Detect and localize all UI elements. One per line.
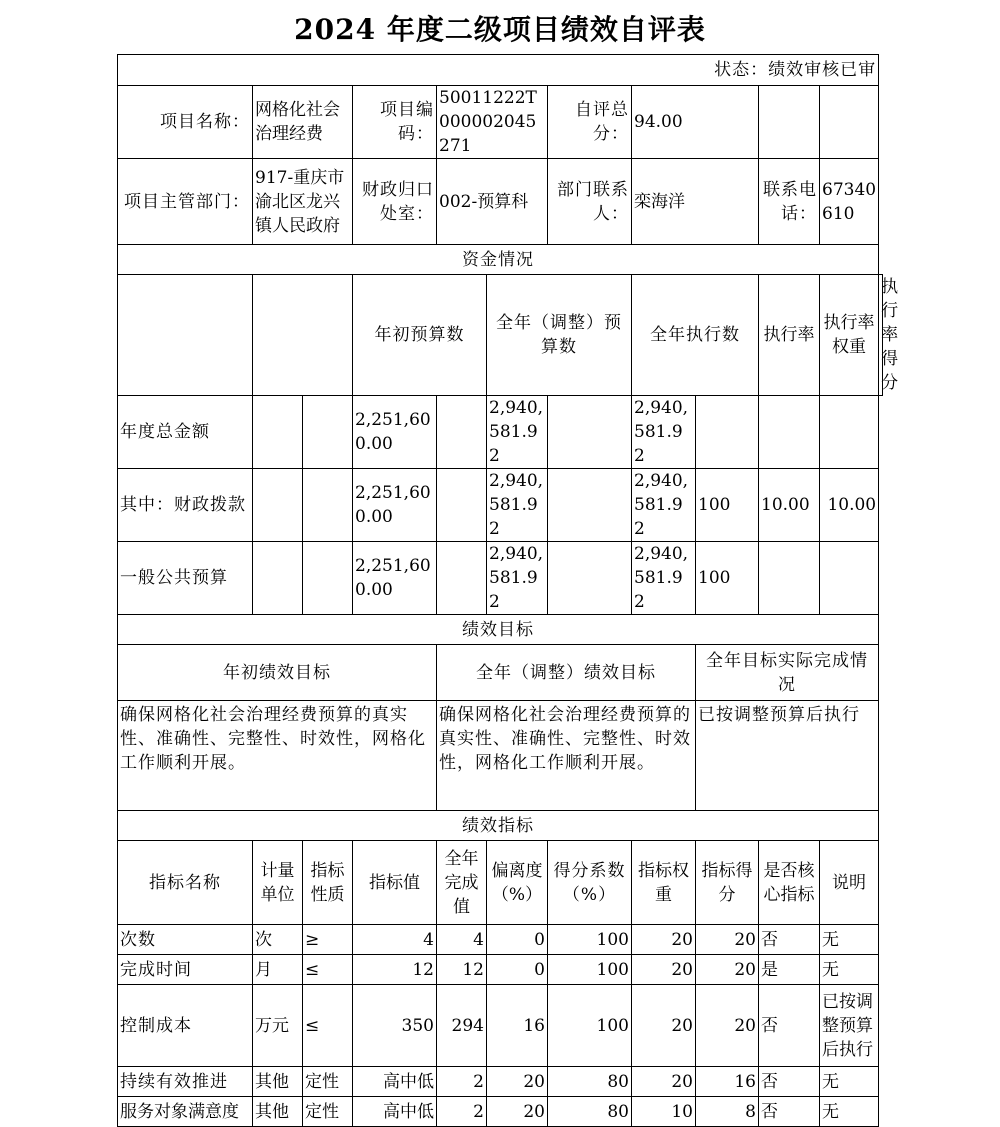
ind-unit: 其他	[253, 1067, 303, 1097]
empty-cell	[437, 469, 487, 542]
project-name-value: 网格化社会治理经费	[253, 86, 353, 159]
project-code-value: 50011222T000002045271	[437, 86, 548, 159]
ind-weight: 10	[632, 1097, 696, 1127]
ind-note: 无	[820, 925, 879, 955]
funds-initial: 2,251,600.00	[353, 396, 437, 469]
ind-value: 350	[353, 985, 437, 1067]
indicator-row	[118, 985, 883, 1067]
ind-deviation: 0	[487, 955, 548, 985]
ind-header-deviation: 偏离度（%）	[487, 841, 548, 925]
goals-adjusted-text: 确保网格化社会治理经费预算的真实性、准确性、完整性、时效性，网格化工作顺利开展。	[437, 701, 696, 811]
goals-header-actual: 全年目标实际完成情况	[696, 645, 879, 701]
funds-section-header: 资金情况	[118, 245, 879, 275]
empty-cell	[548, 396, 632, 469]
funds-row	[118, 542, 883, 615]
funds-header-score: 执行率得分	[879, 275, 883, 396]
funds-weight	[759, 542, 820, 615]
funds-rate: 100	[696, 542, 759, 615]
contact-label: 部门联系人：	[548, 159, 632, 245]
ind-unit: 万元	[253, 985, 303, 1067]
ind-done: 4	[437, 925, 487, 955]
ind-note: 无	[820, 1067, 879, 1097]
funds-weight: 10.00	[759, 469, 820, 542]
ind-score: 20	[696, 955, 759, 985]
goals-header-adjusted: 全年（调整）绩效目标	[437, 645, 696, 701]
funds-weight	[759, 396, 820, 469]
empty-cell	[303, 396, 353, 469]
empty-cell	[253, 275, 353, 396]
funds-row	[118, 396, 883, 469]
ind-score: 20	[696, 925, 759, 955]
ind-unit: 次	[253, 925, 303, 955]
ind-header-note: 说明	[820, 841, 879, 925]
ind-name: 完成时间	[118, 955, 253, 985]
finance-label: 财政归口处室：	[353, 159, 437, 245]
ind-unit: 其他	[253, 1097, 303, 1127]
funds-row-label: 年度总金额	[118, 396, 253, 469]
empty-cell	[253, 396, 303, 469]
ind-unit: 月	[253, 955, 303, 985]
dept-label: 项目主管部门：	[118, 159, 253, 245]
funds-initial: 2,251,600.00	[353, 469, 437, 542]
ind-header-value: 指标值	[353, 841, 437, 925]
phone-label: 联系电话：	[759, 159, 820, 245]
finance-value: 002-预算科	[437, 159, 548, 245]
ind-score: 8	[696, 1097, 759, 1127]
indicator-row	[118, 955, 883, 985]
ind-value: 12	[353, 955, 437, 985]
empty-cell	[548, 469, 632, 542]
funds-adjusted: 2,940,581.92	[487, 542, 548, 615]
empty-cell	[253, 469, 303, 542]
ind-header-name: 指标名称	[118, 841, 253, 925]
empty-cell	[303, 469, 353, 542]
dept-value: 917-重庆市渝北区龙兴镇人民政府	[253, 159, 353, 245]
ind-value: 高中低	[353, 1097, 437, 1127]
ind-weight: 20	[632, 1067, 696, 1097]
ind-deviation: 0	[487, 925, 548, 955]
funds-row	[118, 469, 883, 542]
ind-value: 高中低	[353, 1067, 437, 1097]
empty-cell	[548, 542, 632, 615]
ind-core: 否	[759, 1097, 820, 1127]
ind-nature: 定性	[303, 1067, 353, 1097]
ind-coef: 100	[548, 985, 632, 1067]
phone-value: 67340610	[820, 159, 879, 245]
ind-weight: 20	[632, 955, 696, 985]
ind-header-done: 全年完成值	[437, 841, 487, 925]
funds-header-weight: 执行率权重	[820, 275, 879, 396]
project-code-label: 项目编码：	[353, 86, 437, 159]
funds-header-adjusted: 全年（调整）预算数	[487, 275, 632, 396]
ind-header-core: 是否核心指标	[759, 841, 820, 925]
indicators-section-header: 绩效指标	[118, 811, 879, 841]
funds-score	[820, 396, 879, 469]
goals-section-header: 绩效目标	[118, 615, 879, 645]
ind-coef: 100	[548, 925, 632, 955]
indicator-row	[118, 1067, 883, 1097]
ind-name: 持续有效推进	[118, 1067, 253, 1097]
ind-note: 已按调整预算后执行	[820, 985, 879, 1067]
goals-initial-text: 确保网格化社会治理经费预算的真实性、准确性、完整性、时效性，网格化工作顺利开展。	[118, 701, 437, 811]
ind-done: 2	[437, 1097, 487, 1127]
project-name-label: 项目名称：	[118, 86, 253, 159]
indicator-row	[118, 925, 883, 955]
ind-nature: ≥	[303, 925, 353, 955]
funds-initial: 2,251,600.00	[353, 542, 437, 615]
ind-header-weight: 指标权重	[632, 841, 696, 925]
ind-core: 否	[759, 985, 820, 1067]
ind-header-coef: 得分系数（%）	[548, 841, 632, 925]
funds-header-rate: 执行率	[759, 275, 820, 396]
ind-header-nature: 指标性质	[303, 841, 353, 925]
ind-note: 无	[820, 955, 879, 985]
funds-executed: 2,940,581.92	[632, 396, 696, 469]
ind-weight: 20	[632, 925, 696, 955]
ind-name: 次数	[118, 925, 253, 955]
funds-adjusted: 2,940,581.92	[487, 469, 548, 542]
empty-cell	[759, 86, 820, 159]
goals-header-initial: 年初绩效目标	[118, 645, 437, 701]
ind-header-score: 指标得分	[696, 841, 759, 925]
ind-nature: ≤	[303, 985, 353, 1067]
funds-score: 10.00	[820, 469, 879, 542]
ind-name: 控制成本	[118, 985, 253, 1067]
empty-cell	[437, 396, 487, 469]
ind-score: 20	[696, 985, 759, 1067]
funds-executed: 2,940,581.92	[632, 469, 696, 542]
ind-header-unit: 计量单位	[253, 841, 303, 925]
self-score-label: 自评总分：	[548, 86, 632, 159]
funds-adjusted: 2,940,581.92	[487, 396, 548, 469]
funds-rate	[696, 396, 759, 469]
ind-score: 16	[696, 1067, 759, 1097]
ind-value: 4	[353, 925, 437, 955]
funds-header-executed: 全年执行数	[632, 275, 759, 396]
ind-done: 12	[437, 955, 487, 985]
self-score-value: 94.00	[632, 86, 759, 159]
ind-core: 否	[759, 1067, 820, 1097]
page-title: 2024 年度二级项目绩效自评表	[294, 13, 706, 46]
ind-deviation: 20	[487, 1067, 548, 1097]
ind-nature: ≤	[303, 955, 353, 985]
funds-row-label: 一般公共预算	[118, 542, 253, 615]
ind-coef: 100	[548, 955, 632, 985]
ind-core: 否	[759, 925, 820, 955]
ind-coef: 80	[548, 1097, 632, 1127]
ind-nature: 定性	[303, 1097, 353, 1127]
empty-cell	[820, 86, 879, 159]
goals-actual-text: 已按调整预算后执行	[696, 701, 879, 811]
ind-deviation: 16	[487, 985, 548, 1067]
funds-header-initial: 年初预算数	[353, 275, 487, 396]
ind-name: 服务对象满意度	[118, 1097, 253, 1127]
empty-cell	[253, 542, 303, 615]
funds-row-label: 其中：财政拨款	[118, 469, 253, 542]
ind-done: 294	[437, 985, 487, 1067]
empty-cell	[303, 542, 353, 615]
funds-executed: 2,940,581.92	[632, 542, 696, 615]
funds-rate: 100	[696, 469, 759, 542]
funds-score	[820, 542, 879, 615]
ind-core: 是	[759, 955, 820, 985]
contact-value: 栾海洋	[632, 159, 759, 245]
ind-weight: 20	[632, 985, 696, 1067]
ind-note: 无	[820, 1097, 879, 1127]
indicator-row	[118, 1097, 883, 1127]
evaluation-table	[117, 54, 899, 1127]
ind-deviation: 20	[487, 1097, 548, 1127]
status-text: 状态：绩效审核已审	[118, 55, 879, 86]
ind-coef: 80	[548, 1067, 632, 1097]
ind-done: 2	[437, 1067, 487, 1097]
empty-cell	[118, 275, 253, 396]
empty-cell	[437, 542, 487, 615]
